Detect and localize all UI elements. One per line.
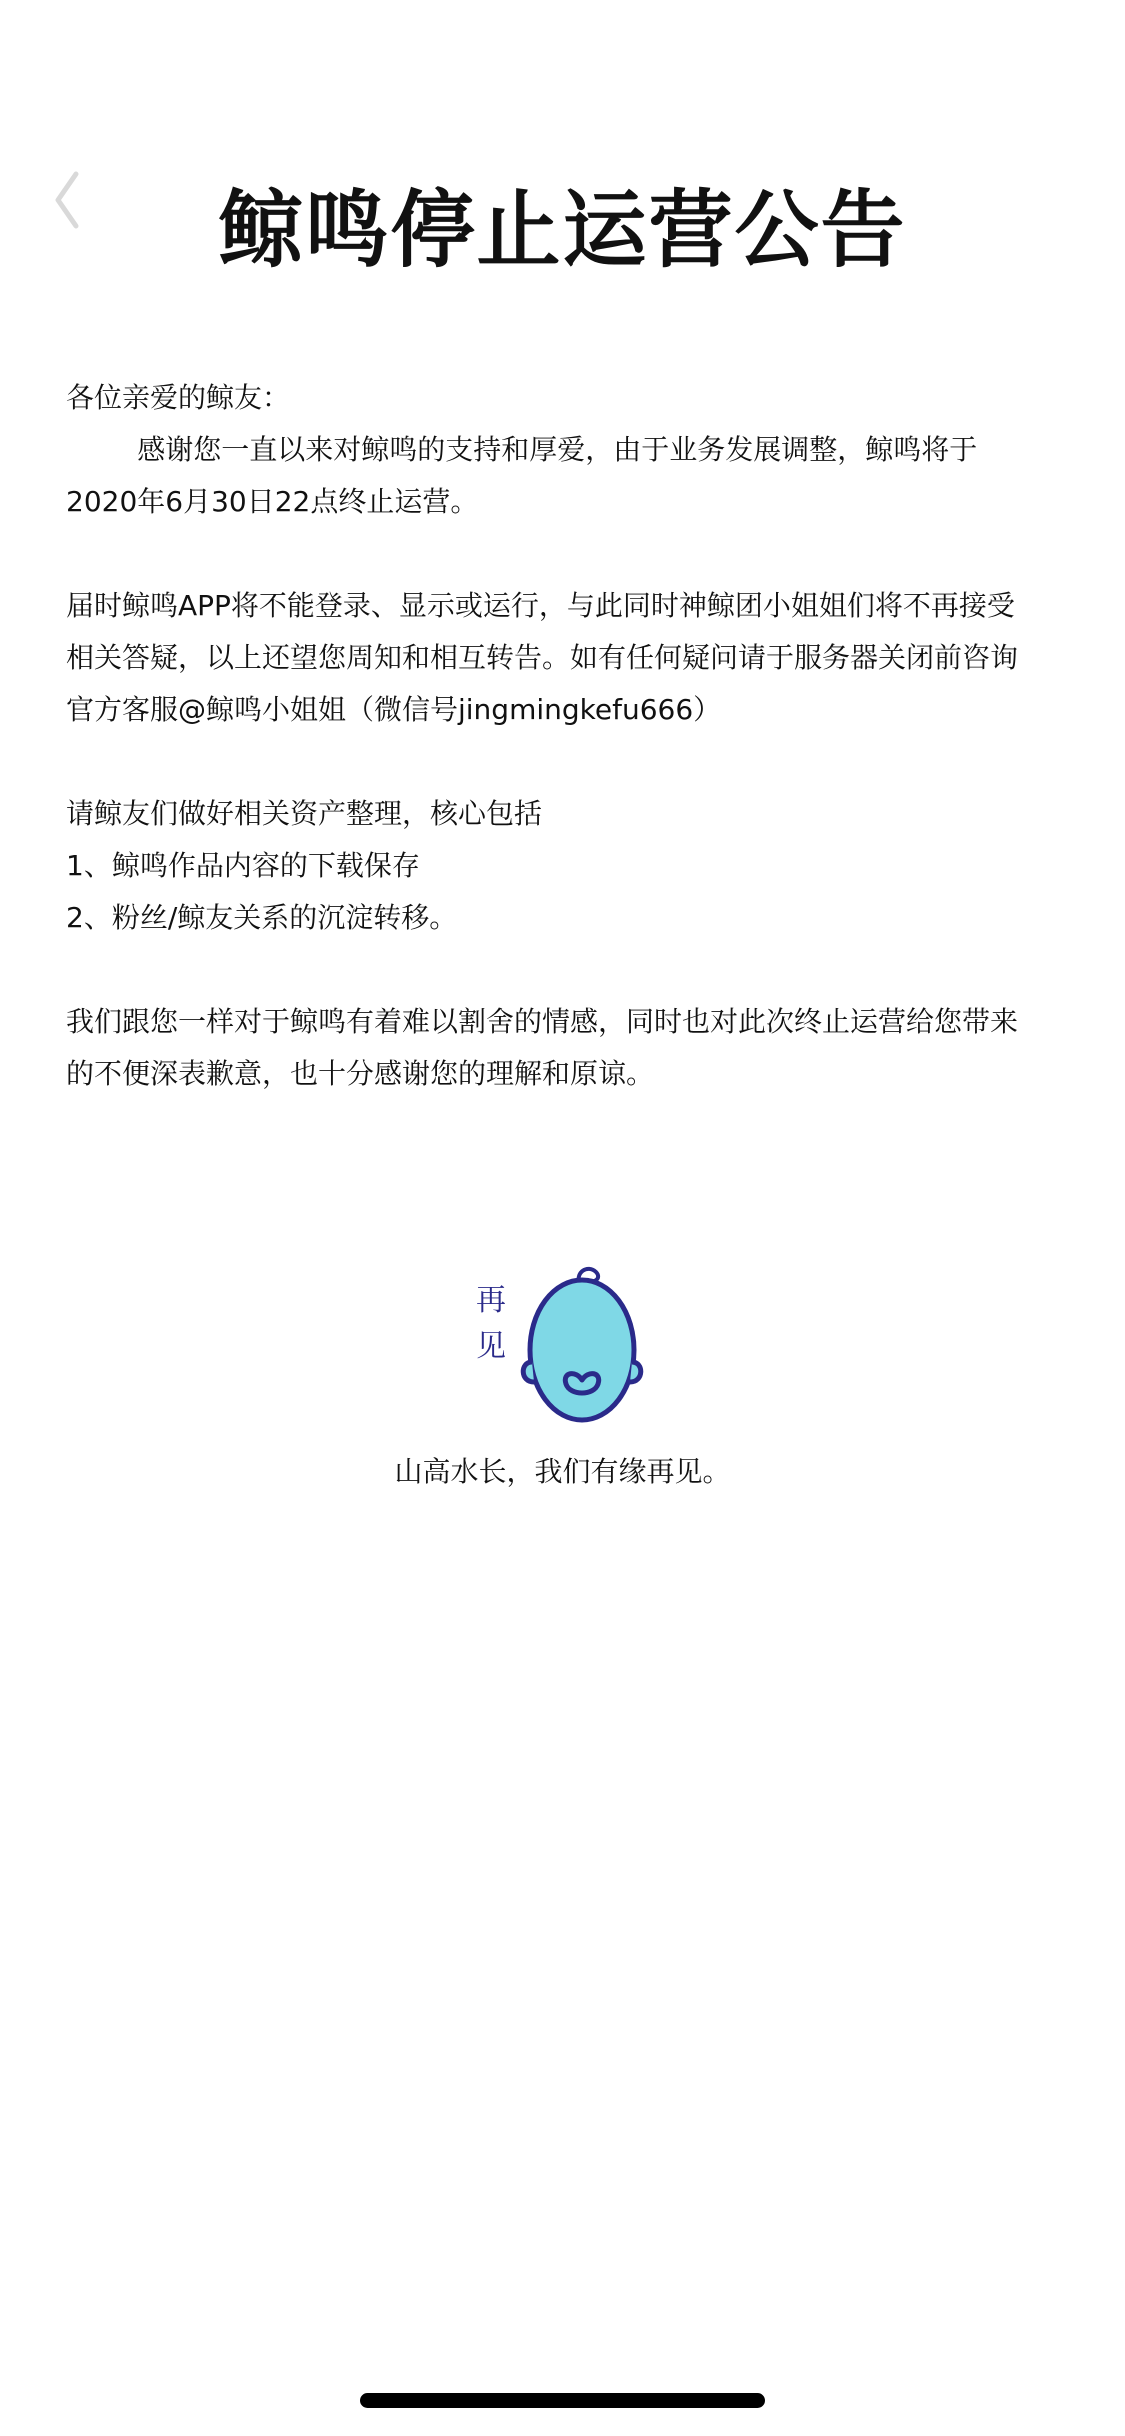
- notice-line: 各位亲爱的鲸友：: [66, 381, 291, 414]
- farewell-text: 山高水长，我们有缘再见。: [394, 1455, 731, 1488]
- notice-line: 官方客服@鲸鸣小姐姐（微信号jingmingkefu666）: [66, 693, 722, 726]
- notice-line: 1、鲸鸣作品内容的下载保存: [66, 849, 420, 882]
- notice-line: 感谢您一直以来对鲸鸣的支持和厚爱，由于业务发展调整，鲸鸣将于: [66, 433, 978, 466]
- notice-line: 我们跟您一样对于鲸鸣有着难以割舍的情感，同时也对此次终止运营给您带来: [66, 1005, 1019, 1038]
- notice-line: 相关答疑，以上还望您周知和相互转告。如有任何疑问请于服务器关闭前咨询: [66, 641, 1019, 674]
- notice-line: 请鲸友们做好相关资产整理，核心包括: [66, 797, 543, 830]
- mascot-illustration: [470, 1258, 650, 1428]
- notice-line: 届时鲸鸣APP将不能登录、显示或运行，与此同时神鲸团小姐姐们将不再接受: [66, 589, 1015, 622]
- caption-char: 见: [476, 1329, 506, 1364]
- page-title: 鲸鸣停止运营公告: [218, 181, 907, 279]
- paragraph-gap: [66, 944, 1066, 996]
- home-indicator[interactable]: [360, 2393, 765, 2408]
- notice-line: 的不便深表歉意，也十分感谢您的理解和原谅。: [66, 1057, 655, 1090]
- notice-line: 2、粉丝/鲸友关系的沉淀转移。: [66, 901, 458, 934]
- paragraph-gap: [66, 736, 1066, 788]
- notice-body: [66, 372, 1066, 1100]
- mascot-icon: [470, 1258, 650, 1428]
- notice-line: 2020年6月30日22点终止运营。: [66, 485, 479, 518]
- caption-char: 再: [476, 1283, 506, 1318]
- paragraph-gap: [66, 528, 1066, 580]
